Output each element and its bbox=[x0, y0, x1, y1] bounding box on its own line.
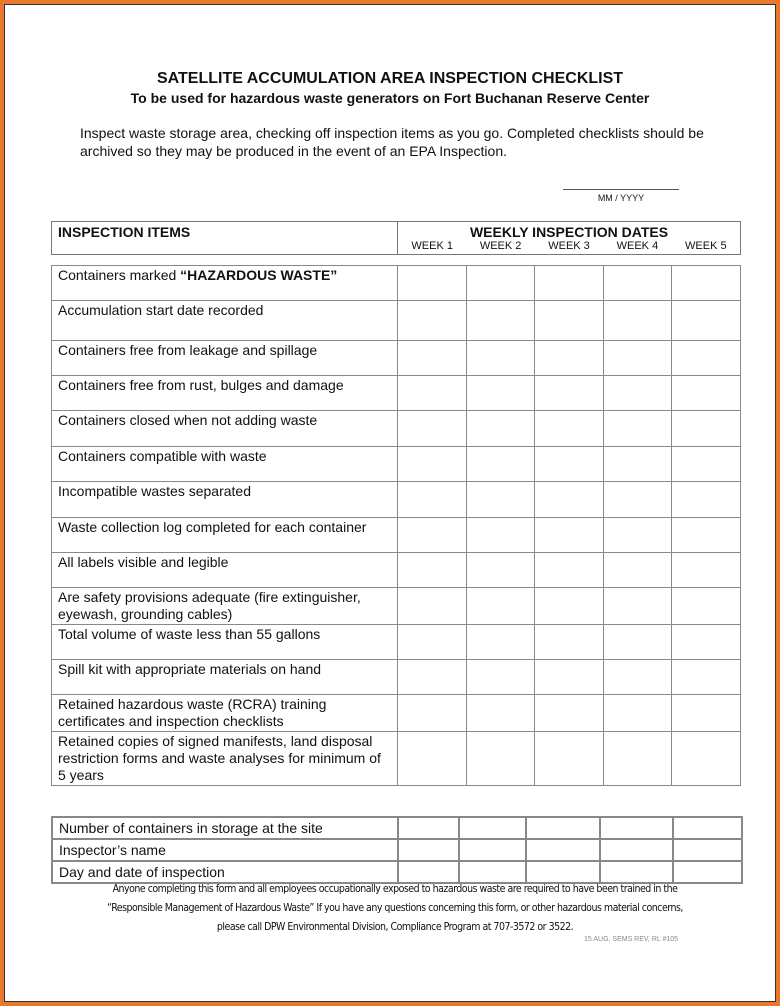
week-check-cell[interactable] bbox=[603, 732, 672, 786]
table-row bbox=[52, 301, 741, 341]
table-row bbox=[52, 447, 741, 482]
instructions: Inspect waste storage area, checking off inspection items as you go. Completed checklists should be archived so they may be produced in the event of an EPA Inspection. bbox=[80, 125, 704, 159]
week-check-cell[interactable] bbox=[535, 301, 604, 341]
week-check-cell[interactable] bbox=[603, 695, 672, 732]
table-row bbox=[52, 588, 741, 625]
inspection-item bbox=[52, 301, 398, 341]
summary-row bbox=[52, 817, 742, 839]
week-check-cell[interactable] bbox=[535, 695, 604, 732]
table-row bbox=[52, 341, 741, 376]
week-check-cell[interactable] bbox=[466, 266, 535, 301]
week-check-cell[interactable] bbox=[398, 553, 467, 588]
footer-note: Anyone completing this form and all employees occupationally exposed to hazardous waste are required to have been trained in the “Responsible Management of Hazardous Waste” If you have any questions concerning this form, or other hazardous material concerns, please call DPW Environmental Division, Compliance Program at 707-3572 or 3522. bbox=[107, 883, 683, 933]
item-label: Retained copies of signed manifests, land disposal restriction forms and waste analyses for minimum of 5 years bbox=[58, 733, 381, 783]
week-check-cell[interactable] bbox=[603, 518, 672, 553]
week-check-cell[interactable] bbox=[466, 660, 535, 695]
week-check-cell[interactable] bbox=[672, 625, 741, 660]
week-check-cell[interactable] bbox=[466, 588, 535, 625]
item-label: Containers marked bbox=[58, 267, 181, 283]
week-check-cell[interactable] bbox=[603, 447, 672, 482]
summary-entry-cell[interactable] bbox=[673, 817, 742, 839]
item-label: Waste collection log completed for each container bbox=[58, 519, 367, 535]
item-label: Spill kit with appropriate materials on hand bbox=[58, 661, 322, 677]
week-check-cell[interactable] bbox=[535, 266, 604, 301]
inspection-table bbox=[51, 265, 741, 786]
summary-entry-cell[interactable] bbox=[459, 817, 526, 839]
item-label: Accumulation start date recorded bbox=[58, 302, 264, 318]
inspection-item bbox=[52, 266, 398, 301]
week-label: WEEK 4 bbox=[616, 240, 659, 252]
week-label: WEEK 3 bbox=[548, 240, 590, 252]
summary-entry-cell[interactable] bbox=[526, 839, 600, 861]
revision-note: 15 AUG, SEMS REV, RL #105 bbox=[584, 936, 679, 943]
week-check-cell[interactable] bbox=[535, 732, 604, 786]
summary-table bbox=[51, 816, 743, 884]
week-check-cell[interactable] bbox=[535, 376, 604, 411]
inspection-item bbox=[52, 695, 398, 732]
table-row bbox=[52, 695, 741, 732]
summary-entry-cell[interactable] bbox=[600, 817, 673, 839]
week-check-cell[interactable] bbox=[672, 732, 741, 786]
inspection-item bbox=[52, 588, 398, 625]
date-field[interactable] bbox=[563, 189, 679, 190]
week-check-cell[interactable] bbox=[672, 553, 741, 588]
week-check-cell[interactable] bbox=[398, 732, 467, 786]
week-check-cell[interactable] bbox=[672, 695, 741, 732]
week-label: WEEK 5 bbox=[685, 240, 727, 252]
week-check-cell[interactable] bbox=[672, 301, 741, 341]
week-check-cell[interactable] bbox=[672, 376, 741, 411]
table-row bbox=[52, 411, 741, 447]
week-check-cell[interactable] bbox=[535, 482, 604, 518]
week-check-cell[interactable] bbox=[398, 588, 467, 625]
summary-entry-cell[interactable] bbox=[526, 817, 600, 839]
week-check-cell[interactable] bbox=[535, 518, 604, 553]
week-check-cell[interactable] bbox=[672, 482, 741, 518]
inspection-item bbox=[52, 447, 398, 482]
week-check-cell[interactable] bbox=[535, 660, 604, 695]
week-check-cell[interactable] bbox=[466, 341, 535, 376]
week-check-cell[interactable] bbox=[603, 625, 672, 660]
summary-entry-cell[interactable] bbox=[673, 839, 742, 861]
table-row bbox=[52, 518, 741, 553]
week-check-cell[interactable] bbox=[398, 518, 467, 553]
week-check-cell[interactable] bbox=[466, 376, 535, 411]
summary-entry-cell[interactable] bbox=[398, 839, 459, 861]
table-header bbox=[51, 221, 741, 255]
week-check-cell[interactable] bbox=[603, 660, 672, 695]
week-check-cell[interactable] bbox=[603, 376, 672, 411]
week-check-cell[interactable] bbox=[535, 553, 604, 588]
week-check-cell[interactable] bbox=[398, 376, 467, 411]
week-check-cell[interactable] bbox=[535, 341, 604, 376]
document-subtitle: To be used for hazardous waste generators on Fort Buchanan Reserve Center bbox=[130, 90, 650, 106]
week-check-cell[interactable] bbox=[672, 341, 741, 376]
table-row bbox=[52, 732, 741, 786]
week-label: WEEK 1 bbox=[411, 240, 453, 252]
week-check-cell[interactable] bbox=[398, 695, 467, 732]
week-check-cell[interactable] bbox=[672, 660, 741, 695]
week-check-cell[interactable] bbox=[603, 266, 672, 301]
week-check-cell[interactable] bbox=[466, 411, 535, 447]
inspection-item bbox=[52, 411, 398, 447]
week-check-cell[interactable] bbox=[466, 625, 535, 660]
summary-label: Inspector’s name bbox=[52, 839, 398, 861]
week-check-cell[interactable] bbox=[535, 588, 604, 625]
summary-label: Number of containers in storage at the site bbox=[52, 817, 398, 839]
item-label: Containers compatible with waste bbox=[58, 448, 267, 464]
table-row bbox=[52, 376, 741, 411]
table-row bbox=[52, 482, 741, 518]
item-label: Incompatible wastes separated bbox=[58, 483, 251, 499]
table-row bbox=[52, 553, 741, 588]
week-check-cell[interactable] bbox=[466, 301, 535, 341]
week-check-cell[interactable] bbox=[603, 411, 672, 447]
item-label: Containers free from leakage and spillage bbox=[58, 342, 318, 358]
inspection-item bbox=[52, 625, 398, 660]
item-label: All labels visible and legible bbox=[58, 554, 229, 570]
week-check-cell[interactable] bbox=[672, 266, 741, 301]
week-check-cell[interactable] bbox=[672, 447, 741, 482]
week-check-cell[interactable] bbox=[398, 266, 467, 301]
header-items: INSPECTION ITEMS bbox=[52, 222, 398, 254]
week-check-cell[interactable] bbox=[672, 411, 741, 447]
item-label: Containers free from rust, bulges and damage bbox=[58, 377, 344, 393]
summary-label: Day and date of inspection bbox=[52, 861, 398, 883]
header-dates: WEEKLY INSPECTION DATES bbox=[469, 224, 669, 240]
inspection-item bbox=[52, 660, 398, 695]
summary-entry-cell[interactable] bbox=[398, 817, 459, 839]
document-title: SATELLITE ACCUMULATION AREA INSPECTION CHECKLIST bbox=[156, 70, 624, 87]
week-check-cell[interactable] bbox=[672, 588, 741, 625]
week-check-cell[interactable] bbox=[672, 518, 741, 553]
week-check-cell[interactable] bbox=[398, 447, 467, 482]
week-check-cell[interactable] bbox=[603, 553, 672, 588]
week-check-cell[interactable] bbox=[466, 482, 535, 518]
inspection-item bbox=[52, 341, 398, 376]
week-check-cell[interactable] bbox=[603, 588, 672, 625]
week-check-cell[interactable] bbox=[398, 660, 467, 695]
item-label: Containers closed when not adding waste bbox=[58, 412, 318, 428]
table-row bbox=[52, 660, 741, 695]
inspection-item bbox=[52, 482, 398, 518]
week-check-cell[interactable] bbox=[466, 695, 535, 732]
summary-entry-cell[interactable] bbox=[600, 839, 673, 861]
table-row bbox=[52, 266, 741, 301]
summary-entry-cell[interactable] bbox=[459, 839, 526, 861]
table-row bbox=[52, 625, 741, 660]
week-label: WEEK 2 bbox=[479, 240, 522, 252]
inspection-item bbox=[52, 553, 398, 588]
week-check-cell[interactable] bbox=[603, 341, 672, 376]
week-check-cell[interactable] bbox=[535, 411, 604, 447]
item-label: Retained hazardous waste (RCRA) training certificates and inspection checklists bbox=[58, 696, 327, 729]
week-check-cell[interactable] bbox=[466, 732, 535, 786]
week-check-cell[interactable] bbox=[466, 518, 535, 553]
week-check-cell[interactable] bbox=[535, 625, 604, 660]
week-check-cell[interactable] bbox=[398, 411, 467, 447]
week-check-cell[interactable] bbox=[535, 447, 604, 482]
week-check-cell[interactable] bbox=[398, 301, 467, 341]
week-check-cell[interactable] bbox=[603, 301, 672, 341]
item-label-emphasis: “HAZARDOUS WASTE” bbox=[180, 267, 338, 283]
week-check-cell[interactable] bbox=[398, 482, 467, 518]
inspection-item bbox=[52, 376, 398, 411]
week-check-cell[interactable] bbox=[603, 482, 672, 518]
inspection-item bbox=[52, 732, 398, 786]
week-check-cell[interactable] bbox=[466, 553, 535, 588]
week-check-cell[interactable] bbox=[398, 341, 467, 376]
item-label: Are safety provisions adequate (fire extinguisher, eyewash, grounding cables) bbox=[58, 589, 361, 622]
week-check-cell[interactable] bbox=[398, 625, 467, 660]
date-label: MM / YYYY bbox=[597, 193, 645, 203]
week-check-cell[interactable] bbox=[466, 447, 535, 482]
inspection-item bbox=[52, 518, 398, 553]
item-label: Total volume of waste less than 55 gallons bbox=[58, 626, 321, 642]
summary-row bbox=[52, 839, 742, 861]
